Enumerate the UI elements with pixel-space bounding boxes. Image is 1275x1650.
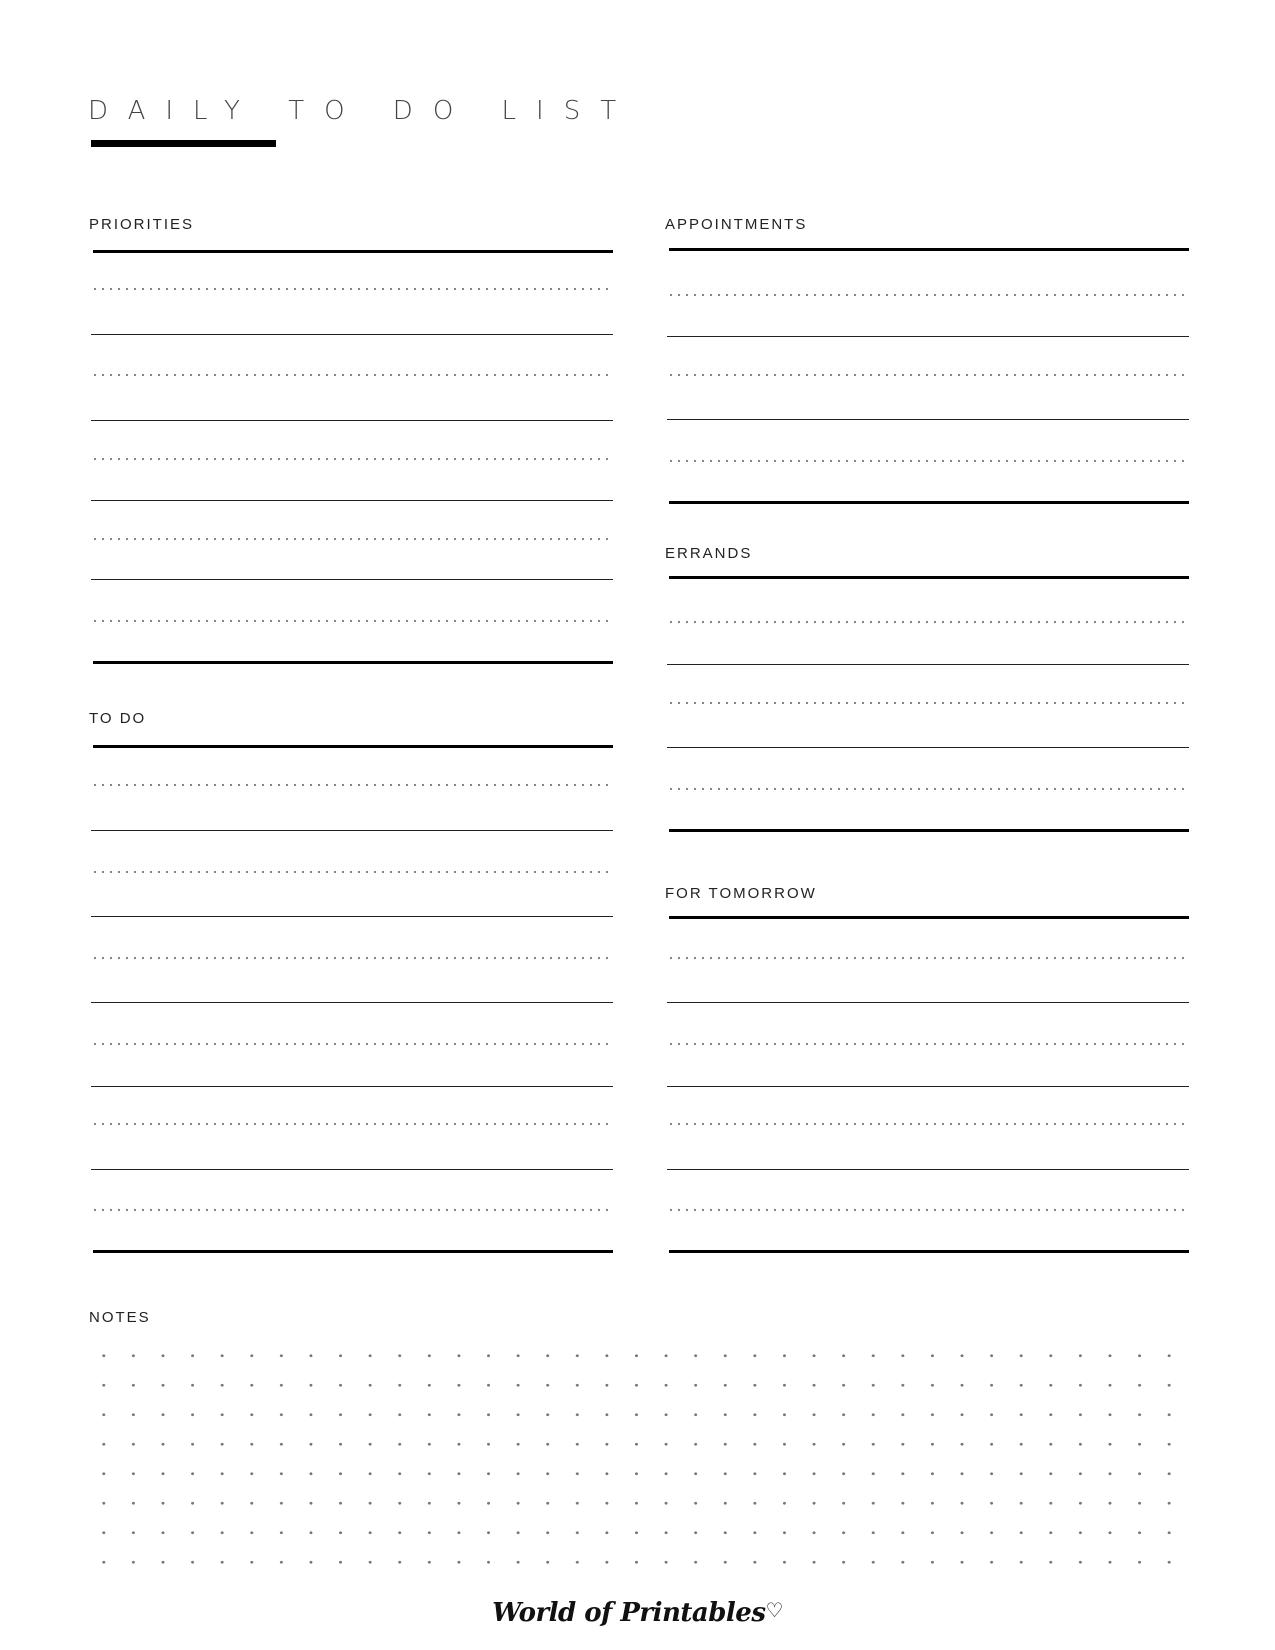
notes-dot-grid[interactable]: [89, 1341, 1195, 1589]
priorities-entry-1[interactable]: [91, 288, 613, 290]
errands-bottom-rule: [669, 829, 1189, 832]
brand-logo: [0, 1598, 1275, 1628]
priorities-divider: [91, 500, 613, 501]
errands-divider: [667, 664, 1189, 665]
appointments-entry-2[interactable]: [667, 374, 1189, 376]
notes-label: NOTES: [89, 1309, 151, 1326]
tomorrow-entry-1[interactable]: [667, 957, 1189, 959]
brand-text: World of Printables: [492, 1598, 766, 1628]
appointments-bottom-rule: [669, 501, 1189, 504]
todo-top-rule: [93, 745, 613, 748]
todo-entry-2[interactable]: [91, 871, 613, 873]
tomorrow-divider: [667, 1002, 1189, 1003]
tomorrow-label: FOR TOMORROW: [665, 885, 817, 902]
priorities-bottom-rule: [93, 661, 613, 664]
appointments-entry-1[interactable]: [667, 294, 1189, 296]
errands-label: ERRANDS: [665, 545, 753, 562]
appointments-entry-3[interactable]: [667, 460, 1189, 462]
tomorrow-divider: [667, 1086, 1189, 1087]
todo-entry-5[interactable]: [91, 1123, 613, 1125]
heart-icon: ♡: [765, 1598, 783, 1622]
todo-divider: [91, 1086, 613, 1087]
page-title: DAILY TO DO LIST: [88, 96, 637, 126]
appointments-divider: [667, 336, 1189, 337]
priorities-entry-4[interactable]: [91, 538, 613, 540]
tomorrow-entry-4[interactable]: [667, 1209, 1189, 1211]
title-underline: [91, 140, 276, 147]
priorities-entry-3[interactable]: [91, 458, 613, 460]
errands-top-rule: [669, 576, 1189, 579]
tomorrow-entry-3[interactable]: [667, 1123, 1189, 1125]
errands-divider: [667, 747, 1189, 748]
priorities-entry-5[interactable]: [91, 620, 613, 622]
tomorrow-entry-2[interactable]: [667, 1043, 1189, 1045]
errands-entry-1[interactable]: [667, 621, 1189, 623]
appointments-label: APPOINTMENTS: [665, 216, 808, 233]
errands-entry-3[interactable]: [667, 788, 1189, 790]
tomorrow-bottom-rule: [669, 1250, 1189, 1253]
todo-entry-4[interactable]: [91, 1043, 613, 1045]
todo-divider: [91, 1169, 613, 1170]
todo-label: TO DO: [89, 710, 147, 727]
todo-divider: [91, 916, 613, 917]
todo-entry-1[interactable]: [91, 784, 613, 786]
todo-entry-3[interactable]: [91, 957, 613, 959]
priorities-divider: [91, 579, 613, 580]
priorities-label: PRIORITIES: [89, 216, 195, 233]
errands-entry-2[interactable]: [667, 702, 1189, 704]
priorities-divider: [91, 420, 613, 421]
priorities-top-rule: [93, 250, 613, 253]
tomorrow-top-rule: [669, 916, 1189, 919]
todo-entry-6[interactable]: [91, 1209, 613, 1211]
todo-divider: [91, 830, 613, 831]
todo-divider: [91, 1002, 613, 1003]
appointments-top-rule: [669, 248, 1189, 251]
todo-bottom-rule: [93, 1250, 613, 1253]
priorities-entry-2[interactable]: [91, 374, 613, 376]
priorities-divider: [91, 334, 613, 335]
appointments-divider: [667, 419, 1189, 420]
tomorrow-divider: [667, 1169, 1189, 1170]
